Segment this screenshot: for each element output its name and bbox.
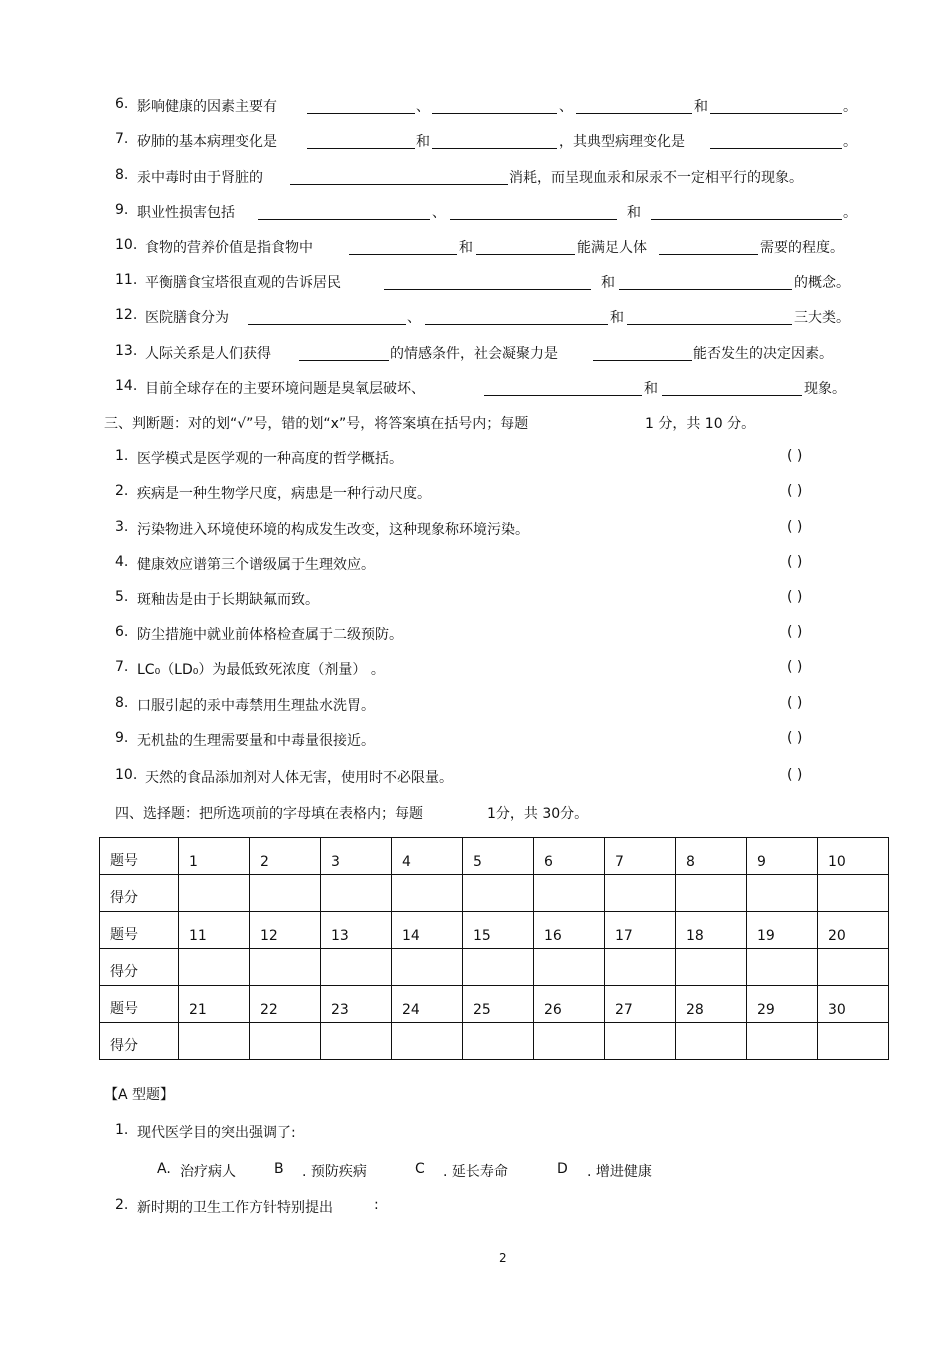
tf-statement: 健康效应谱第三个谱级属于生理效应。 (137, 557, 375, 573)
answer-cell[interactable] (250, 949, 321, 986)
separator: 和 (694, 99, 708, 115)
answer-blank[interactable] (432, 148, 557, 149)
tf-number: 5. (115, 589, 129, 605)
question-number: 18 (676, 912, 747, 949)
row-label: 得分 (100, 875, 179, 912)
answer-cell[interactable] (605, 1023, 676, 1060)
answer-blank[interactable] (476, 254, 575, 255)
separator: 能否发生的决定因素。 (693, 346, 833, 362)
answer-cell[interactable] (747, 949, 818, 986)
answer-cell[interactable] (392, 875, 463, 912)
answer-blank[interactable] (651, 219, 842, 220)
option-letter[interactable]: C (415, 1161, 425, 1177)
tf-statement: 无机盐的生理需要量和中毒量很接近。 (137, 733, 375, 749)
answer-cell[interactable] (534, 875, 605, 912)
question-number: 7 (605, 838, 676, 875)
answer-paren[interactable]: ( ) (787, 695, 803, 711)
item-number: 13. (115, 343, 138, 359)
answer-blank[interactable] (593, 360, 692, 361)
option-text[interactable]: 治疗病人 (180, 1164, 236, 1180)
tf-statement: 防尘措施中就业前体格检查属于二级预防。 (137, 627, 403, 643)
answer-cell[interactable] (747, 1023, 818, 1060)
answer-cell[interactable] (818, 949, 889, 986)
question-number: 19 (747, 912, 818, 949)
question-number: 10 (818, 838, 889, 875)
answer-blank[interactable] (450, 219, 617, 220)
separator: 、 (407, 310, 421, 326)
table-row (100, 986, 889, 1023)
question-number: 13 (321, 912, 392, 949)
type-a-heading: 【A 型题】 (104, 1087, 175, 1103)
option-text[interactable]: . 增进健康 (587, 1164, 652, 1180)
question-number: 17 (605, 912, 676, 949)
question-number: 9 (747, 838, 818, 875)
item-number: 7. (115, 131, 129, 147)
question-number: 28 (676, 986, 747, 1023)
question-number: 23 (321, 986, 392, 1023)
answer-paren[interactable]: ( ) (787, 483, 803, 499)
separator: 和 (601, 275, 615, 291)
question-number: 4 (392, 838, 463, 875)
question-text: 现代医学目的突出强调了: (137, 1125, 296, 1141)
answer-blank[interactable] (619, 289, 792, 290)
tf-number: 1. (115, 448, 129, 464)
item-number: 11. (115, 272, 138, 288)
answer-blank[interactable] (425, 324, 608, 325)
answer-cell[interactable] (534, 949, 605, 986)
separator: 。 (843, 134, 857, 150)
answer-cell[interactable] (321, 949, 392, 986)
table-row (100, 838, 889, 875)
answer-paren[interactable]: ( ) (787, 659, 803, 675)
tf-statement: 疾病是一种生物学尺度，病患是一种行动尺度。 (137, 486, 431, 502)
question-number: 11 (179, 912, 250, 949)
answer-cell[interactable] (392, 949, 463, 986)
option-letter[interactable]: B (274, 1161, 284, 1177)
answer-blank[interactable] (662, 395, 802, 396)
table-row (100, 949, 889, 986)
question-number: 3 (321, 838, 392, 875)
row-label: 得分 (100, 949, 179, 986)
question-number: 20 (818, 912, 889, 949)
tf-number: 9. (115, 730, 129, 746)
answer-cell[interactable] (179, 1023, 250, 1060)
item-text: 矽肺的基本病理变化是 (137, 134, 277, 150)
item-text: 食物的营养价值是指食物中 (145, 240, 313, 256)
question-number: 15 (463, 912, 534, 949)
row-label: 得分 (100, 1023, 179, 1060)
section-title: 四、选择题：把所选项前的字母填在表格内；每题 (115, 806, 423, 822)
separator: 、 (432, 205, 446, 221)
answer-paren[interactable]: ( ) (787, 730, 803, 746)
question-number: 25 (463, 986, 534, 1023)
question-number: 29 (747, 986, 818, 1023)
answer-blank[interactable] (710, 148, 842, 149)
separator: 能满足人体 (577, 240, 647, 256)
option-text[interactable]: . 预防疾病 (302, 1164, 367, 1180)
separator: 三大类。 (794, 310, 850, 326)
question-number: 30 (818, 986, 889, 1023)
section-title: 三、判断题：对的划“√”号，错的划“x”号，将答案填在括号内；每题 (104, 416, 529, 432)
answer-cell[interactable] (392, 1023, 463, 1060)
answer-blank[interactable] (258, 219, 430, 220)
question-number: 2. (115, 1197, 129, 1213)
answer-blank[interactable] (484, 395, 642, 396)
separator: 的概念。 (794, 275, 850, 291)
item-number: 10. (115, 237, 138, 253)
item-text: 汞中毒时由于肾脏的 (137, 170, 263, 186)
separator: ，其典型病理变化是 (559, 134, 685, 150)
row-label: 题号 (100, 838, 179, 875)
item-number: 14. (115, 378, 138, 394)
answer-cell[interactable] (321, 875, 392, 912)
answer-paren[interactable]: ( ) (787, 589, 803, 605)
item-text: 人际关系是人们获得 (145, 346, 271, 362)
answer-blank[interactable] (384, 289, 591, 290)
item-number: 8. (115, 167, 129, 183)
answer-cell[interactable] (250, 1023, 321, 1060)
answer-blank[interactable] (432, 113, 557, 114)
question-number: 16 (534, 912, 605, 949)
question-text: 新时期的卫生工作方针特别提出 (137, 1200, 333, 1216)
answer-cell[interactable] (676, 1023, 747, 1060)
answer-cell[interactable] (747, 875, 818, 912)
tf-number: 4. (115, 554, 129, 570)
row-label: 题号 (100, 986, 179, 1023)
answer-blank[interactable] (576, 113, 692, 114)
question-number: 2 (250, 838, 321, 875)
tf-statement: LC₀（LD₀）为最低致死浓度（剂量） 。 (137, 662, 385, 678)
question-number: 1 (179, 838, 250, 875)
answer-cell[interactable] (818, 875, 889, 912)
answer-paren[interactable]: ( ) (787, 519, 803, 535)
answer-cell[interactable] (179, 875, 250, 912)
answer-blank[interactable] (290, 184, 508, 185)
separator: 现象。 (804, 381, 846, 397)
question-tail: : (374, 1197, 379, 1213)
separator: 的情感条件，社会凝聚力是 (390, 346, 558, 362)
separator: 需要的程度。 (760, 240, 844, 256)
answer-blank[interactable] (299, 360, 389, 361)
answer-blank[interactable] (627, 324, 792, 325)
page-number: 2 (499, 1251, 507, 1265)
section-score: 1 分，共 10 分。 (645, 416, 756, 432)
separator: 。 (843, 205, 857, 221)
tf-number: 7. (115, 659, 129, 675)
separator: 。 (843, 99, 857, 115)
item-number: 6. (115, 96, 129, 112)
item-number: 12. (115, 307, 138, 323)
row-label: 题号 (100, 912, 179, 949)
answer-cell[interactable] (534, 1023, 605, 1060)
separator: 消耗，而呈现血汞和尿汞不一定相平行的现象。 (509, 170, 803, 186)
answer-cell[interactable] (818, 1023, 889, 1060)
table-row (100, 1023, 889, 1060)
tf-number: 6. (115, 624, 129, 640)
tf-number: 2. (115, 483, 129, 499)
answer-cell[interactable] (321, 1023, 392, 1060)
tf-number: 3. (115, 519, 129, 535)
answer-cell[interactable] (463, 949, 534, 986)
item-text: 职业性损害包括 (137, 205, 235, 221)
table-row (100, 875, 889, 912)
separator: 和 (416, 134, 430, 150)
option-letter[interactable]: A. (157, 1161, 171, 1177)
table-row (100, 912, 889, 949)
answer-paren[interactable]: ( ) (787, 554, 803, 570)
question-number: 22 (250, 986, 321, 1023)
question-number: 24 (392, 986, 463, 1023)
separator: 和 (644, 381, 658, 397)
tf-number: 8. (115, 695, 129, 711)
answer-cell[interactable] (250, 875, 321, 912)
question-number: 27 (605, 986, 676, 1023)
option-text[interactable]: . 延长寿命 (443, 1164, 508, 1180)
answer-blank[interactable] (248, 324, 406, 325)
tf-number: 10. (115, 767, 138, 783)
question-number: 12 (250, 912, 321, 949)
tf-statement: 医学模式是医学观的一种高度的哲学概括。 (137, 451, 403, 467)
separator: 和 (627, 205, 641, 221)
answer-cell[interactable] (463, 875, 534, 912)
option-letter[interactable]: D (557, 1161, 568, 1177)
item-text: 目前全球存在的主要环境问题是臭氧层破坏、 (145, 381, 425, 397)
answer-blank[interactable] (710, 113, 842, 114)
tf-statement: 口服引起的汞中毒禁用生理盐水洗胃。 (137, 698, 375, 714)
answer-blank[interactable] (307, 113, 415, 114)
answer-cell[interactable] (463, 1023, 534, 1060)
answer-paren[interactable]: ( ) (787, 624, 803, 640)
question-number: 1. (115, 1122, 129, 1138)
answer-blank[interactable] (307, 148, 415, 149)
tf-statement: 天然的食品添加剂对人体无害，使用时不必限量。 (145, 770, 453, 786)
answer-cell[interactable] (605, 875, 676, 912)
answer-paren[interactable]: ( ) (787, 448, 803, 464)
answer-paren[interactable]: ( ) (787, 767, 803, 783)
answer-blank[interactable] (349, 254, 457, 255)
question-number: 14 (392, 912, 463, 949)
item-number: 9. (115, 202, 129, 218)
tf-statement: 污染物进入环境使环境的构成发生改变，这种现象称环境污染。 (137, 522, 529, 538)
answer-cell[interactable] (676, 949, 747, 986)
question-number: 8 (676, 838, 747, 875)
item-text: 医院膳食分为 (145, 310, 229, 326)
separator: 和 (459, 240, 473, 256)
answer-blank[interactable] (659, 254, 758, 255)
question-number: 26 (534, 986, 605, 1023)
separator: 、 (416, 99, 430, 115)
answer-cell[interactable] (605, 949, 676, 986)
tf-statement: 斑釉齿是由于长期缺氟而致。 (137, 592, 319, 608)
answer-cell[interactable] (676, 875, 747, 912)
question-number: 21 (179, 986, 250, 1023)
question-number: 5 (463, 838, 534, 875)
section-score: 1分，共 30分。 (487, 806, 589, 822)
answer-grid (99, 837, 889, 1060)
item-text: 影响健康的因素主要有 (137, 99, 277, 115)
separator: 和 (610, 310, 624, 326)
answer-cell[interactable] (179, 949, 250, 986)
item-text: 平衡膳食宝塔很直观的告诉居民 (145, 275, 341, 291)
separator: 、 (559, 99, 573, 115)
question-number: 6 (534, 838, 605, 875)
